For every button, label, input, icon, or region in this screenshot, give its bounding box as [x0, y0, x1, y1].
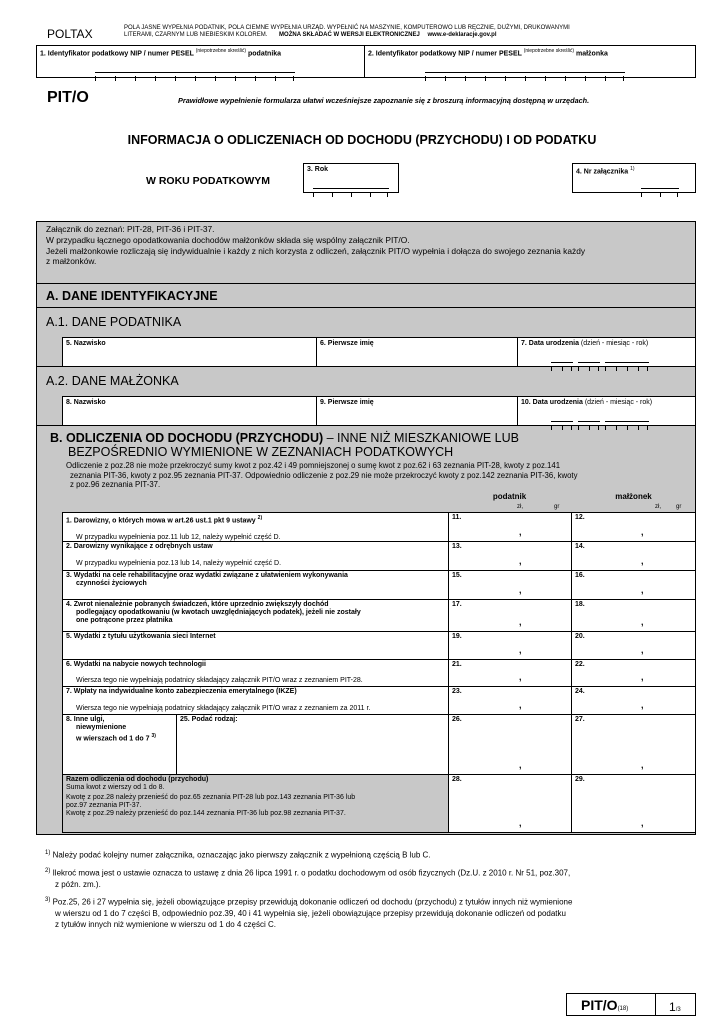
page-total: /3 [675, 1007, 681, 1013]
field-5-nazwisko[interactable]: 5. Nazwisko [62, 337, 317, 367]
field-17[interactable]: 17. [452, 601, 462, 608]
section-b-title: B. ODLICZENIA OD DOCHODU (PRZYCHODU) – INNE NIŻ MIESZKANIOWE LUB BEZPOŚREDNIO WYMIENIONE W ZEZNANIACH PODATKOWYCH [50, 431, 520, 459]
instruction-line-2c: www.e-deklaracje.gov.pl [427, 32, 497, 38]
sum-row-text: Razem odliczenia od dochodu (przychodu) Suma kwot z wierszy od 1 do 8. Kwotę z poz.28 należy przenieść do poz.65 zeznania PIT-28 lub poz.143 zeznania PIT-36 lub poz.97 zeznania PIT-37. Kwotę z poz.29 należy przenieść do poz.144 zeznania PIT-36 lub poz.98 zeznania PIT-37. [66, 776, 356, 817]
field-18[interactable]: 18. [575, 601, 585, 608]
footer-form-code: PIT/O [581, 997, 618, 1013]
instruction-line-2b: MOŻNA SKŁADAĆ W WERSJI ELEKTRONICZNEJ [279, 32, 420, 38]
instruction-line-1: POLA JASNE WYPEŁNIA PODATNIK, POLA CIEMNE WYPEŁNIA URZĄD. WYPEŁNIĆ NA MASZYNIE, KOMPUTEROWO LUB RĘCZNIE, DUŻYMI, DRUKOWANYMI [124, 25, 570, 31]
table-row: 5. Wydatki z tytułu użytkowania sieci Internet [66, 633, 216, 640]
field-3-rok[interactable]: 3. Rok [303, 163, 399, 193]
field-4-nr-zalacznika[interactable]: 4. Nr załącznika $^{1)}$ [572, 163, 696, 193]
field-15[interactable]: 15. [452, 572, 462, 579]
footnote-2: $^{2)}$ Ilekroć mowa jest o ustawie oznacza to ustawę z dnia 26 lipca 1991 r. o podatku dochodowym od osób fizycznych (Dz.U. z 2010 r. Nr 51, poz.307, z późn. zm.). [45, 868, 571, 889]
field-27[interactable]: 27. [575, 716, 585, 723]
field-20[interactable]: 20. [575, 633, 585, 640]
footnote-3: $^{3)}$ Poz.25, 26 i 27 wypełnia się, jeżeli obowiązujące przepisy przewidują dokonanie odliczeń od dochodu (przychodu) z tytułów innych niż wymienione w wierszu od 1 do 7 części B, odpowiednio poz.39, 40 i 41 wypełnia się, jeżeli obowiązujące przepisy przewidują dokonanie odliczeń od podatku z tytułów innych niż wymienione w wierszu od 1 do 4 części C. [45, 897, 573, 929]
field-23[interactable]: 23. [452, 688, 462, 695]
section-a1-title: A.1. DANE PODATNIKA [46, 315, 182, 329]
table-row: 3. Wydatki na cele rehabilitacyjne oraz wydatki związane z ułatwieniem wykonywania czynności życiowych [66, 572, 348, 587]
field-2-nip-malzonka[interactable]: 2. Identyfikator podatkowy NIP / numer PESEL $^{(niepotrzebne skreślić)}$ małżonka [364, 45, 696, 78]
section-a-title: A. DANE IDENTYFIKACYJNE [46, 289, 218, 303]
form-hint: Prawidłowe wypełnienie formularza ułatwi wcześniejsze zapoznanie się z broszurą informacyjną dostępną w urzędach. [178, 96, 590, 105]
form-code: PIT/O [47, 89, 89, 106]
field-19[interactable]: 19. [452, 633, 462, 640]
col-header-podatnik: podatnik [492, 492, 527, 501]
fill-instructions [124, 25, 684, 39]
field-7-data-urodzenia[interactable]: 7. Data urodzenia (dzień - miesiąc - rok) [517, 337, 696, 367]
field-25-rodzaj[interactable]: 25. Podać rodzaj: [180, 716, 238, 723]
field-26[interactable]: 26. [452, 716, 462, 723]
field-13[interactable]: 13. [452, 543, 462, 550]
footnote-1: $^{1)}$ Należy podać kolejny numer załącznika, oznaczając jako pierwszy załącznik z wypełnioną częścią B lub C. [45, 850, 431, 860]
section-b-description: Odliczenie z poz.28 nie może przekroczyć sumy kwot z poz.42 i 49 pomniejszonej o sumę kwot z poz.62 i 63 zeznania PIT-28, kwoty z poz.141 zeznania PIT-36, kwoty z poz.95 zeznania PIT-37. Odpowiednio odliczenie z poz.29 nie może przekroczyć kwoty z poz.142 zeznania PIT-36, kwoty z poz.96 zeznania PIT-37. [66, 461, 578, 490]
field-10-data-urodzenia[interactable]: 10. Data urodzenia (dzień - miesiąc - rok) [517, 396, 696, 426]
poltax-label: POLTAX [47, 27, 93, 41]
page-footer-box [566, 993, 696, 1016]
nip-digit-boxes [425, 68, 625, 73]
field-14[interactable]: 14. [575, 543, 585, 550]
table-row: 6. Wydatki na nabycie nowych technologii Wiersza tego nie wypełniają podatnicy składający załącznik PIT/O wraz z zeznaniem PIT-28. [66, 661, 363, 684]
field-22[interactable]: 22. [575, 661, 585, 668]
field-21[interactable]: 21. [452, 661, 462, 668]
table-row: 2. Darowizny wynikające z odrębnych ustaw W przypadku wypełnienia poz.13 lub 14, należy wypełnić część D. [66, 543, 282, 567]
field-16[interactable]: 16. [575, 572, 585, 579]
field-24[interactable]: 24. [575, 688, 585, 695]
field-12[interactable]: 12. [575, 514, 585, 521]
form-title: INFORMACJA O ODLICZENIACH OD DOCHODU (PRZYCHODU) I OD PODATKU [127, 133, 597, 147]
intro-text: Załącznik do zeznań: PIT-28, PIT-36 i PIT-37. W przypadku łącznego opodatkowania dochodów małżonków składa się wspólny załącznik PIT/O. Jeżeli małżonkowie rozliczają się indywidualnie i każdy z nich korzysta z odliczeń, załącznik PIT/O wypełnia i dołącza do swojego zeznania każdy z małżonków. [46, 224, 586, 267]
instruction-line-2a: LITERAMI, CZARNYM LUB NIEBIESKIM KOLOREM. [124, 32, 268, 38]
table-row: 4. Zwrot nienależnie pobranych świadczeń, które uprzednio zwiększyły dochód podlegający opodatkowaniu (w kwotach uwzględniających podatek), jeżeli nie zostały one potrącone przez płatnika [66, 601, 361, 624]
footer-version: (18) [617, 1006, 629, 1012]
field-11[interactable]: 11. [452, 514, 462, 521]
table-row: 1. Darowizny, o których mowa w art.26 ust.1 pkt 9 ustawy $^{2)}$ W przypadku wypełnienia poz.11 lub 12, należy wypełnić część D. [66, 515, 281, 542]
year-label: W ROKU PODATKOWYM [146, 175, 271, 187]
field-8-nazwisko[interactable]: 8. Nazwisko [62, 396, 317, 426]
nip-digit-boxes [95, 68, 295, 73]
section-a2-title: A.2. DANE MAŁŻONKA [46, 374, 179, 388]
field-6-pierwsze-imie[interactable]: 6. Pierwsze imię [316, 337, 518, 367]
col-header-malzonek: małżonek [615, 492, 652, 501]
field-29-razem-malzonek[interactable]: 29. [575, 776, 585, 783]
field-9-pierwsze-imie[interactable]: 9. Pierwsze imię [316, 396, 518, 426]
table-row: 7. Wpłaty na indywidualne konto zabezpieczenia emerytalnego (IKZE) Wiersza tego nie wypełniają podatnicy składający załącznik PIT/O wraz z zeznaniem za 2011 r. [66, 688, 371, 712]
page-number: 1 [669, 1000, 676, 1014]
field-1-nip-podatnika[interactable]: 1. Identyfikator podatkowy NIP / numer PESEL $^{(niepotrzebne skreślić)}$ podatnika [36, 45, 365, 78]
row-8-inne-ulgi: 8. Inne ulgi, niewymienione w wierszach od 1 do 7 $^{3)}$ [66, 716, 156, 743]
field-28-razem-podatnik[interactable]: 28. [452, 776, 462, 783]
